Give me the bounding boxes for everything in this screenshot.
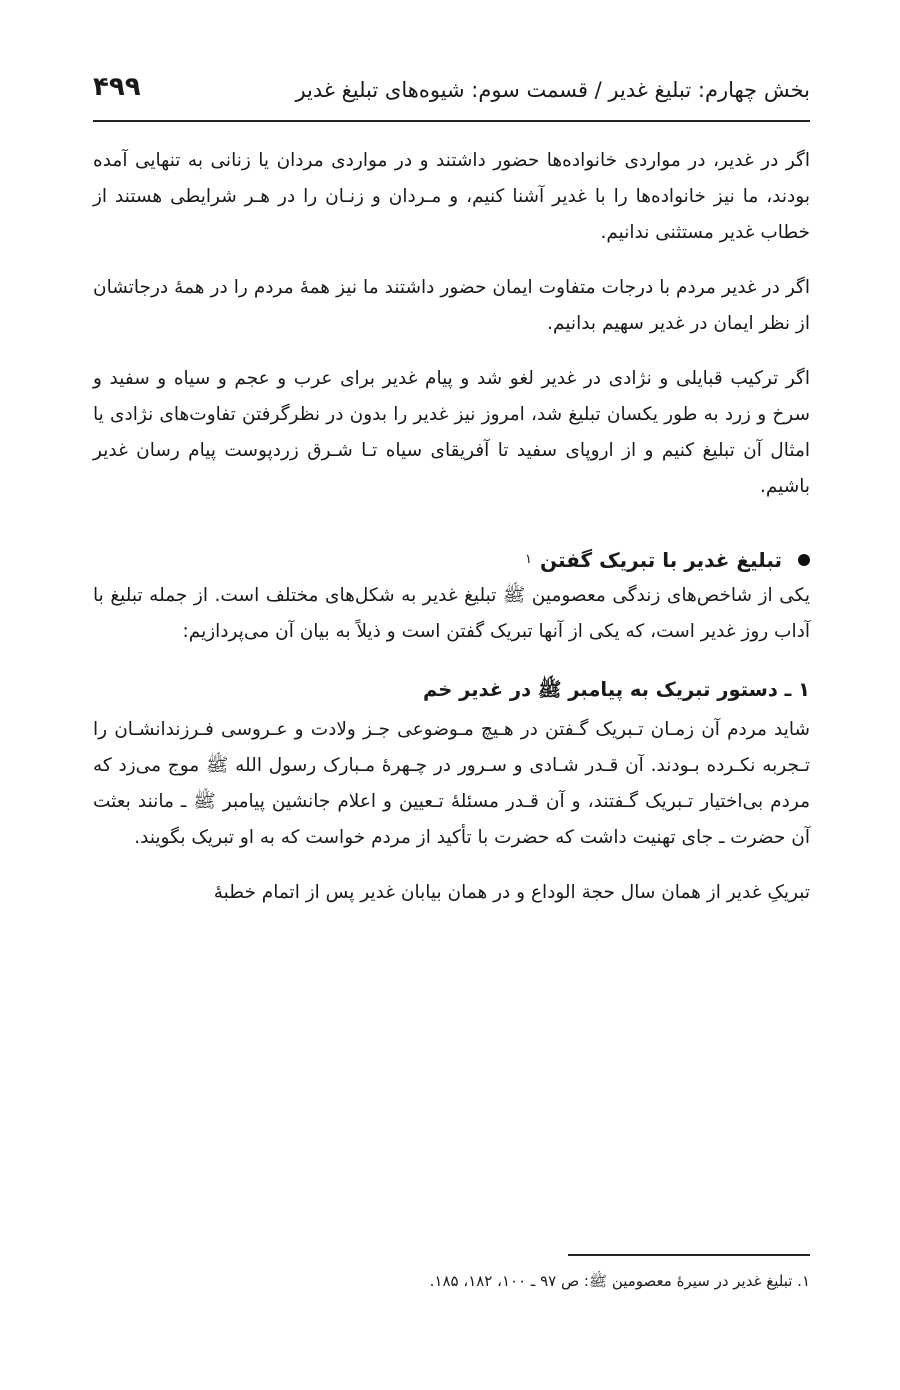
footnote-reference: ۱ xyxy=(525,552,532,567)
running-header xyxy=(93,70,810,120)
subsection-paragraph: شاید مردم آن زمـان تـبریک گـفتن در هـیچ مـوضوعی جـز ولادت و عـروسی فـرزندانشـان را تـجربه نکـرده بـودند. آن قـدر شـادی و سـرور در چـهرهٔ مـبارک رسول الله ﷺ موج می‌زد که مردم بی‌اختیار تـبریک گـفتند، و آن قـدر مسئلهٔ تـعیین و اعلام جانشین پیامبر ﷺ ـ مانند بعثت آن حضرت ـ جای تهنیت داشت که حضرت با تأکید از مردم خواست که به او تبریک بگویند. xyxy=(93,719,810,848)
header-divider xyxy=(93,120,810,122)
main-text xyxy=(93,143,810,930)
header-title: بخش چهارم: تبلیغ غدیر / قسمت سوم: شیوه‌های تبلیغ غدیر xyxy=(295,78,810,102)
paragraph-2: اگر در غدیر مردم با درجات متفاوت ایمان حضور داشتند ما نیز همهٔ مردم را در همهٔ درجاتشان از نظر ایمان در غدیر سهیم بدانیم. xyxy=(93,277,810,334)
page-number: ۴۹۹ xyxy=(93,72,141,102)
subsection-heading: ۱ ـ دستور تبریک به پیامبر ﷺ در غدیر خم xyxy=(422,678,810,701)
section-intro: یکی از شاخص‌های زندگی معصومین ﷺ تبلیغ غدیر به شکل‌های مختلف است. از جمله تبلیغ با آداب روز غدیر است، که یکی از آنها تبریک گفتن است و ذیلاً به بیان آن می‌پردازیم: xyxy=(93,585,810,642)
continuing-paragraph: تبریکِ غدیر از همان سال حجة الوداع و در همان بیابان غدیر پس از اتمام خطبهٔ xyxy=(213,882,810,903)
section-heading xyxy=(93,542,810,578)
footnote: ۱. تبلیغ غدیر در سیرهٔ معصومین ﷺ: ص ۹۷ ـ ۱۰۰، ۱۸۲، ۱۸۵. xyxy=(429,1272,810,1290)
footnote-divider xyxy=(568,1254,810,1256)
paragraph-1: اگر در غدیر، در مواردی خانواده‌ها حضور داشتند و در مواردی مردان یا زنانی به تنهایی آمده بودند، ما نیز خانواده‌ها را با غدیر آشنا کنیم، و مـردان و زنـان را در هـر شرایطی هستند از خطاب غدیر مستثنی ندانیم. xyxy=(93,150,810,243)
section-heading-text: تبلیغ غدیر با تبریک گفتن xyxy=(540,548,782,572)
paragraph-3: اگر ترکیب قبایلی و نژادی در غدیر لغو شد و پیام غدیر برای عرب و عجم و سیاه و سفید و سرخ و زرد به طور یکسان تبلیغ شد، امروز نیز غدیر را بدون در نظرگرفتن تفاوت‌های نژادی یا امثال آن تبلیغ کنیم و از اروپای سفید تا آفریقای سیاه تـا شـرق زردپوست پیام رسان غدیر باشیم. xyxy=(93,368,810,497)
bullet-icon xyxy=(798,554,810,566)
